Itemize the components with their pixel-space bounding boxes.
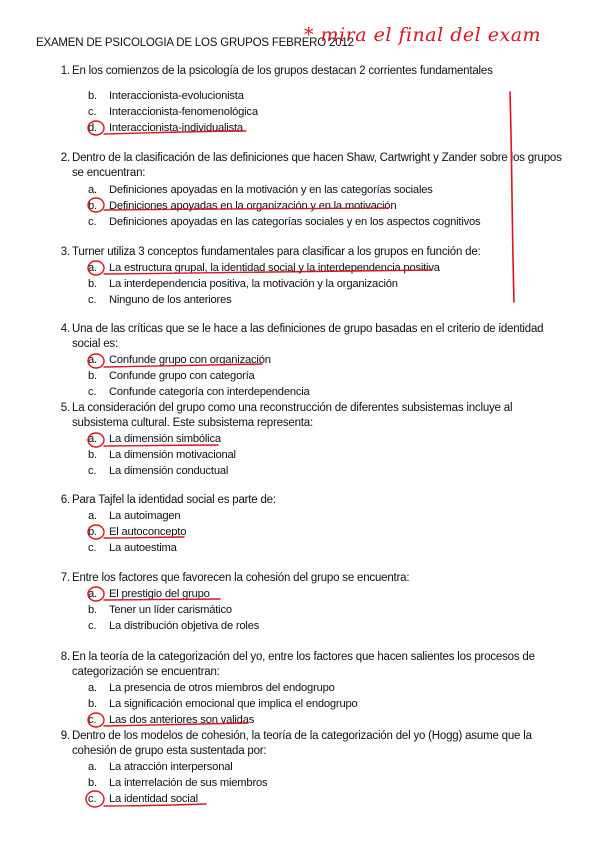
option-text: El prestigio del grupo	[109, 588, 210, 600]
option-letter: b.	[88, 526, 97, 538]
option-text: Interaccionista-fenomenológica	[109, 106, 258, 118]
option-text: Ninguno de los anteriores	[109, 294, 232, 306]
question-4	[44, 322, 564, 400]
option-letter: b.	[88, 370, 97, 382]
option	[44, 540, 564, 556]
option-letter: c.	[88, 620, 97, 632]
question-2	[44, 151, 564, 230]
option-selected	[44, 368, 564, 384]
option	[44, 88, 564, 104]
option-text: Interaccionista-individualista	[109, 122, 243, 134]
option-letter: c.	[88, 386, 97, 398]
question-stem: Turner utiliza 3 conceptos fundamentales para clasificar a los grupos en función de:	[72, 246, 481, 258]
question-stem: En los comienzos de la psicología de los grupos destacan 2 corrientes fundamentales	[72, 65, 493, 77]
question-number: 6.	[60, 494, 70, 506]
option-selected	[44, 791, 564, 807]
option-text: Confunde categoría con interdependencia	[109, 386, 310, 398]
option-text: Confunde grupo con organización	[109, 354, 271, 366]
option-selected	[44, 431, 564, 447]
option-selected	[44, 712, 564, 728]
option-text: Confunde grupo con categoría	[109, 370, 255, 382]
question-number: 3.	[60, 246, 70, 258]
option-selected	[44, 198, 564, 214]
option	[44, 182, 564, 198]
option-letter: c.	[88, 465, 97, 477]
option	[44, 618, 564, 634]
question-6	[44, 493, 564, 556]
option	[44, 759, 564, 775]
question-number: 2.	[60, 152, 70, 164]
option	[44, 276, 564, 292]
option-letter: c.	[88, 216, 97, 228]
option-text: Interaccionista-evolucionista	[109, 90, 244, 102]
option-letter: b.	[88, 90, 97, 102]
option-selected	[44, 260, 564, 276]
question-stem: Para Tajfel la identidad social es parte de:	[72, 494, 276, 506]
question-stem: Una de las críticas que se le hace a las definiciones de grupo basadas en el criterio de identidad social es:	[72, 323, 544, 350]
option	[44, 447, 564, 463]
option	[44, 508, 564, 524]
option	[44, 680, 564, 696]
option	[44, 602, 564, 618]
option-letter: b.	[88, 777, 97, 789]
question-number: 1.	[60, 65, 70, 77]
option	[44, 104, 564, 120]
option-letter: c.	[88, 714, 97, 726]
option-text: La identidad social	[109, 793, 198, 805]
option	[44, 384, 564, 400]
option-letter: a.	[88, 510, 97, 522]
option-text: Definiciones apoyadas en las categorías sociales y en los aspectos cognitivos	[109, 216, 481, 228]
option-text: Tener un líder carismático	[109, 604, 232, 616]
question-3	[44, 245, 564, 308]
option-selected	[44, 120, 564, 136]
question-8	[44, 650, 564, 728]
question-stem: Dentro de la clasificación de las definiciones que hacen Shaw, Cartwright y Zander sobre los grupos se encuentran:	[72, 152, 562, 179]
option	[44, 352, 564, 368]
option-selected	[44, 586, 564, 602]
option	[44, 214, 564, 230]
option-letter: c.	[88, 793, 97, 805]
question-stem: En la teoría de la categorización del yo, entre los factores que hacen salientes los procesos de categorización se encuentran:	[72, 651, 535, 678]
option-letter: c.	[88, 106, 97, 118]
option-selected	[44, 524, 564, 540]
question-1	[44, 64, 564, 136]
question-stem: Dentro de los modelos de cohesión, la teoría de la categorización del yo (Hogg) asume que la cohesión de grupo esta sustentada por:	[72, 730, 532, 757]
question-stem: Entre los factores que favorecen la cohesión del grupo se encuentra:	[72, 572, 410, 584]
handwritten-note: * mira el final del exam	[304, 24, 542, 46]
option	[44, 292, 564, 308]
option-text: La estructura grupal, la identidad social y la interdependencia positiva	[109, 262, 440, 274]
option-text: La dimensión simbólica	[109, 433, 221, 445]
option-text: La interrelación de sus miembros	[109, 777, 268, 789]
option-text: La presencia de otros miembros del endogrupo	[109, 682, 335, 694]
option-text: La atracción interpersonal	[109, 761, 233, 773]
option-letter: a.	[88, 262, 97, 274]
option-letter: b.	[88, 698, 97, 710]
option-text: La dimensión conductual	[109, 465, 229, 477]
question-number: 4.	[60, 323, 70, 335]
option-letter: a.	[88, 433, 97, 445]
option-letter: b.	[88, 278, 97, 290]
question-number: 7.	[60, 572, 70, 584]
option-text: La autoimagen	[109, 510, 181, 522]
option-text: Definiciones apoyadas en la motivación y en las categorías sociales	[109, 184, 433, 196]
option-text: La significación emocional que implica el endogrupo	[109, 698, 358, 710]
question-stem: La consideración del grupo como una reconstrucción de diferentes subsistemas incluye al subsistema cultural. Este subsistema representa:	[72, 402, 513, 429]
option-text: La distribución objetiva de roles	[109, 620, 260, 632]
option-letter: a.	[88, 588, 97, 600]
option	[44, 775, 564, 791]
question-number: 5.	[60, 402, 70, 414]
question-5	[44, 401, 564, 479]
option	[44, 696, 564, 712]
option-text: La autoestima	[109, 542, 177, 554]
option-letter: a.	[88, 761, 97, 773]
question-7	[44, 571, 564, 634]
question-number: 8.	[60, 651, 70, 663]
option-letter: a.	[88, 682, 97, 694]
option-letter: a.	[88, 184, 97, 196]
option-text: Las dos anteriores son validas	[109, 714, 255, 726]
option-letter: c.	[88, 542, 97, 554]
option-text: La interdependencia positiva, la motivación y la organización	[109, 278, 398, 290]
exam-title: EXAMEN DE PSICOLOGIA DE LOS GRUPOS FEBRERO 2012	[36, 37, 354, 49]
option-letter: a.	[88, 354, 97, 366]
option-letter: b.	[88, 449, 97, 461]
option-text: La dimensión motivacional	[109, 449, 236, 461]
option-letter: b.	[88, 200, 97, 212]
question-number: 9.	[60, 730, 70, 742]
option-letter: d.	[88, 122, 97, 134]
option-letter: c.	[88, 294, 97, 306]
option	[44, 463, 564, 479]
option-text: Definiciones apoyadas en la organización y en la motivación	[109, 200, 397, 212]
option-letter: b.	[88, 604, 97, 616]
option-text: El autoconcepto	[109, 526, 187, 538]
question-9	[44, 729, 564, 807]
